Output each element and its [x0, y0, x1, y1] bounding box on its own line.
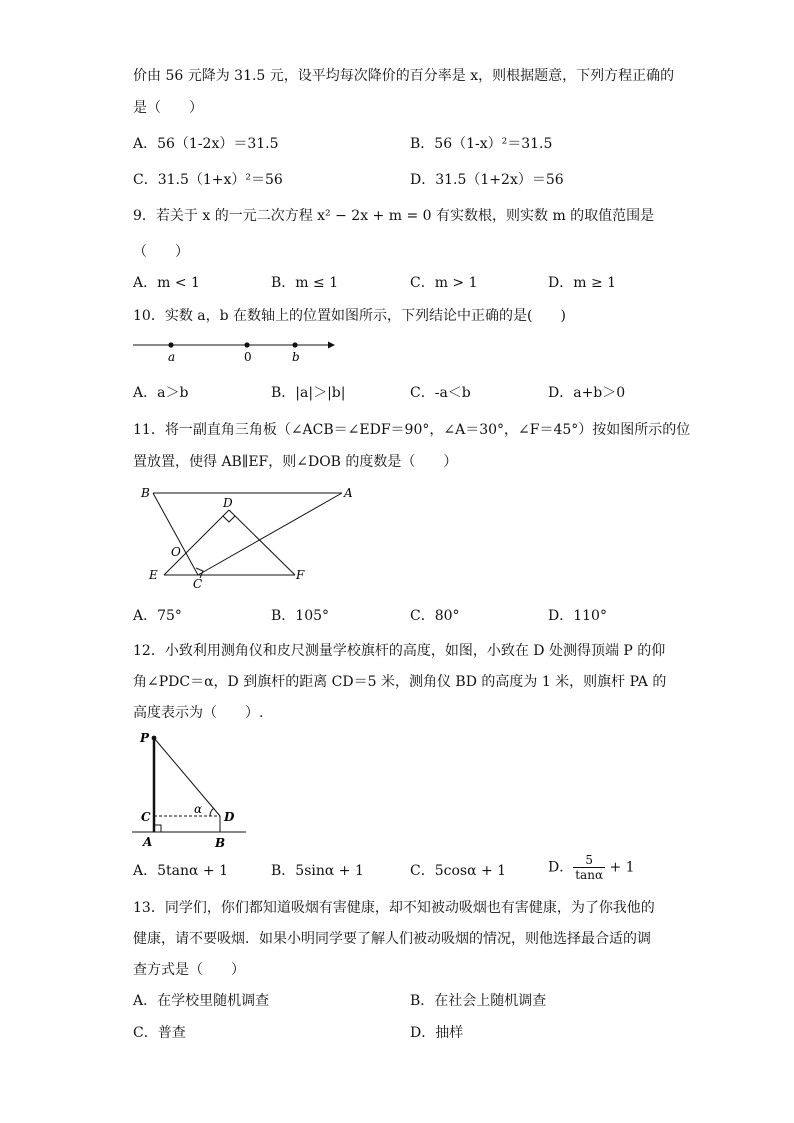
- point-zero-dot: [244, 342, 249, 347]
- label-a: a: [168, 350, 176, 364]
- q9-stem-line2: （ ）: [133, 244, 189, 260]
- angle-alpha-arc: [210, 808, 214, 816]
- point-b-dot: [292, 342, 297, 347]
- q8-option-a: A．56（1-2x）＝31.5: [133, 136, 279, 152]
- label-D: D: [224, 810, 235, 824]
- q11-option-a: A．75°: [133, 608, 182, 624]
- label-P: P: [140, 731, 150, 745]
- q10-number-line-figure: [130, 334, 345, 366]
- label-zero: 0: [244, 350, 252, 364]
- q13-stem-line1: 13．同学们，你们都知道吸烟有害健康，却不知被动吸烟也有害健康，为了你我他的: [133, 900, 655, 916]
- q12-stem-line2: 角∠PDC＝α，D 到旗杆的距离 CD＝5 米，测角仪 BD 的高度为 1 米，则旗杆 PA 的: [133, 674, 667, 690]
- q12-option-d-fraction: [573, 853, 605, 882]
- q13-stem-line3: 查方式是（ ）: [133, 962, 245, 978]
- label-E: E: [149, 568, 158, 582]
- q12-stem-line1: 12．小致利用测角仪和皮尺测量学校旗杆的高度，如图，小致在 D 处测得顶端 P 的仰: [133, 643, 666, 659]
- q9-option-c: C．m > 1: [410, 275, 478, 291]
- label-F: F: [296, 568, 305, 582]
- q10-option-b: B．|a|＞|b|: [271, 385, 346, 401]
- q13-option-a: A．在学校里随机调查: [133, 993, 270, 1009]
- q11-option-d: D．110°: [548, 608, 607, 624]
- q11-stem-line2: 置放置，使得 AB∥EF，则∠DOB 的度数是（ ）: [133, 454, 458, 470]
- q9-option-a: A．m < 1: [133, 275, 200, 291]
- q12-option-b: B．5sinα + 1: [271, 863, 364, 879]
- q11-stem-line1: 11．将一副直角三角板（∠ACB＝∠EDF＝90°，∠A＝30°，∠F＝45°）按如图所示的位: [133, 422, 691, 438]
- q11-option-b: B．105°: [271, 608, 330, 624]
- q9-stem-line1: 9．若关于 x 的一元二次方程 x² − 2x + m = 0 有实数根，则实数 m 的取值范围是: [133, 208, 655, 224]
- q9-option-d: D．m ≥ 1: [548, 275, 617, 291]
- q12-stem-line3: 高度表示为（ ）.: [133, 705, 264, 721]
- q8-stem-line2: 是（ ）: [133, 100, 203, 116]
- q12-option-a: A．5tanα + 1: [133, 863, 228, 879]
- q13-option-d: D．抽样: [410, 1025, 464, 1041]
- label-alpha: α: [194, 802, 203, 816]
- q8-option-d: D．31.5（1+2x）＝56: [410, 172, 564, 188]
- number-line-arrow-icon: [328, 342, 335, 349]
- label-B: B: [141, 486, 150, 500]
- q8-option-b: B．56（1-x）²＝31.5: [410, 136, 553, 152]
- q13-option-c: C．普查: [133, 1025, 186, 1041]
- q12-option-d-suffix: + 1: [605, 859, 635, 876]
- q8-stem-line1: 价由 56 元降为 31.5 元，设平均每次降价的百分率是 x，则根据题意，下列方程正确的: [133, 68, 675, 84]
- q11-option-c: C．80°: [410, 608, 460, 624]
- q12-option-d-prefix: D．: [548, 859, 574, 876]
- label-b: b: [292, 350, 300, 364]
- q9-option-b: B．m ≤ 1: [271, 275, 339, 291]
- q13-stem-line2: 健康，请不要吸烟．如果小明同学要了解人们被动吸烟的情况，则他选择最合适的调: [133, 931, 651, 947]
- label-O: O: [171, 545, 181, 559]
- q13-option-b: B．在社会上随机调查: [410, 993, 547, 1009]
- label-D: D: [223, 496, 233, 510]
- label-A: A: [143, 835, 153, 849]
- label-C: C: [141, 810, 151, 824]
- q10-option-d: D．a+b＞0: [548, 385, 626, 401]
- q10-stem: 10．实数 a，b 在数轴上的位置如图所示，下列结论中正确的是( ): [133, 308, 566, 324]
- label-A: A: [344, 486, 353, 500]
- q12-option-c: C．5cosα + 1: [410, 863, 507, 879]
- right-angle-mark-d: [223, 516, 235, 522]
- fraction-denominator: tanα: [575, 868, 604, 882]
- point-a-dot: [168, 342, 173, 347]
- q11-triangles-figure: [138, 482, 363, 592]
- q8-option-c: C．31.5（1+x）²＝56: [133, 172, 283, 188]
- q12-flagpole-figure: [130, 728, 250, 850]
- q10-option-a: A．a＞b: [133, 385, 189, 401]
- q12-option-d: [548, 853, 635, 882]
- label-C: C: [193, 577, 203, 591]
- q10-option-c: C．-a＜b: [410, 385, 471, 401]
- fraction-numerator: 5: [585, 853, 593, 867]
- label-B: B: [215, 836, 226, 850]
